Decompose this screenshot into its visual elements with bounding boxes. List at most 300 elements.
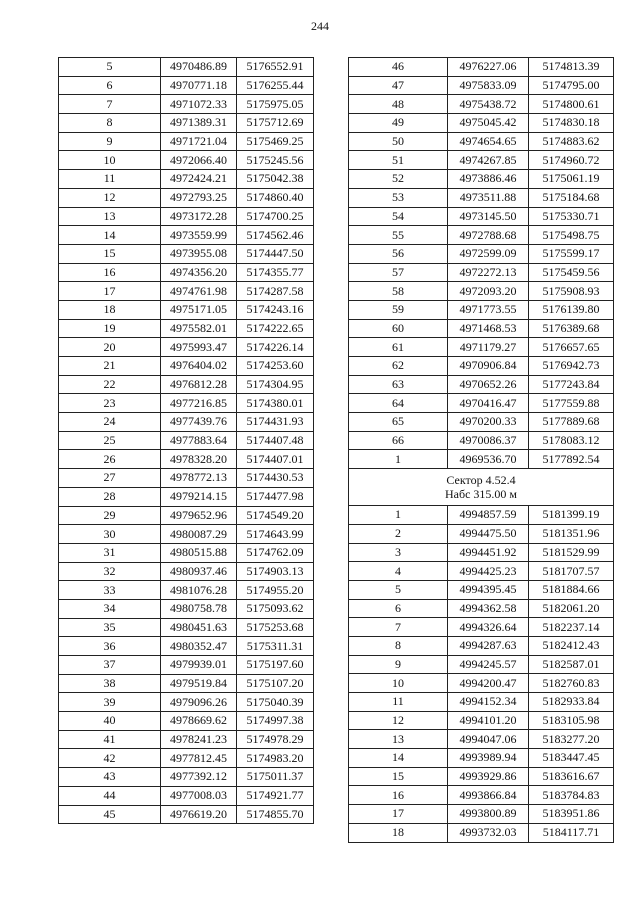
- x-coordinate: 4994047.06: [448, 730, 529, 749]
- table-row: [349, 655, 614, 674]
- table-row: [349, 357, 614, 376]
- point-number: 59: [349, 300, 448, 319]
- point-number: 20: [59, 338, 161, 357]
- y-coordinate: 5174795.00: [529, 76, 614, 95]
- y-coordinate: 5177892.54: [529, 450, 614, 469]
- y-coordinate: 5177243.84: [529, 375, 614, 394]
- x-coordinate: 4994200.47: [448, 674, 529, 693]
- point-number: 63: [349, 375, 448, 394]
- y-coordinate: 5175498.75: [529, 226, 614, 245]
- table-row: [349, 580, 614, 599]
- point-number: 24: [59, 413, 161, 432]
- x-coordinate: 4971389.31: [161, 114, 237, 133]
- y-coordinate: 5175042.38: [237, 170, 314, 189]
- x-coordinate: 4972066.40: [161, 151, 237, 170]
- point-number: 48: [349, 95, 448, 114]
- point-number: 7: [349, 618, 448, 637]
- y-coordinate: 5177889.68: [529, 413, 614, 432]
- point-number: 16: [59, 263, 161, 282]
- table-row: [349, 226, 614, 245]
- x-coordinate: 4978328.20: [161, 450, 237, 469]
- table-row: [349, 730, 614, 749]
- table-row: [59, 300, 314, 319]
- y-coordinate: 5174447.50: [237, 244, 314, 263]
- point-number: 1: [349, 450, 448, 469]
- table-row: [349, 636, 614, 655]
- y-coordinate: 5174222.65: [237, 319, 314, 338]
- y-coordinate: 5182237.14: [529, 618, 614, 637]
- point-number: 38: [59, 674, 161, 693]
- x-coordinate: 4975438.72: [448, 95, 529, 114]
- point-number: 37: [59, 656, 161, 675]
- y-coordinate: 5175061.19: [529, 170, 614, 189]
- y-coordinate: 5183277.20: [529, 730, 614, 749]
- point-number: 35: [59, 618, 161, 637]
- table-row: [349, 543, 614, 562]
- table-row: [349, 767, 614, 786]
- point-number: 50: [349, 132, 448, 151]
- y-coordinate: 5174226.14: [237, 338, 314, 357]
- table-row: [59, 375, 314, 394]
- table-row: [59, 132, 314, 151]
- y-coordinate: 5174860.40: [237, 188, 314, 207]
- y-coordinate: 5183105.98: [529, 711, 614, 730]
- point-number: 8: [349, 636, 448, 655]
- x-coordinate: 4994245.57: [448, 655, 529, 674]
- x-coordinate: 4993800.89: [448, 805, 529, 824]
- point-number: 17: [349, 805, 448, 824]
- x-coordinate: 4994362.58: [448, 599, 529, 618]
- point-number: 9: [59, 132, 161, 151]
- point-number: 5: [59, 58, 161, 77]
- y-coordinate: 5175107.20: [237, 674, 314, 693]
- point-number: 13: [59, 207, 161, 226]
- table-row: [59, 562, 314, 581]
- point-number: 49: [349, 114, 448, 133]
- table-row: [349, 188, 614, 207]
- x-coordinate: 4973145.50: [448, 207, 529, 226]
- x-coordinate: 4972272.13: [448, 263, 529, 282]
- table-row: [59, 357, 314, 376]
- point-number: 14: [349, 749, 448, 768]
- y-coordinate: 5174243.16: [237, 300, 314, 319]
- sector-elevation: Набс 315.00 м: [444, 487, 518, 502]
- point-number: 9: [349, 655, 448, 674]
- x-coordinate: 4970652.26: [448, 375, 529, 394]
- x-coordinate: 4971179.27: [448, 338, 529, 357]
- x-coordinate: 4971072.33: [161, 95, 237, 114]
- left-coordinate-table: [58, 57, 314, 824]
- x-coordinate: 4975833.09: [448, 76, 529, 95]
- table-row: [349, 431, 614, 450]
- y-coordinate: 5176389.68: [529, 319, 614, 338]
- y-coordinate: 5174983.20: [237, 749, 314, 768]
- x-coordinate: 4970486.89: [161, 58, 237, 77]
- table-row: [59, 394, 314, 413]
- y-coordinate: 5174883.62: [529, 132, 614, 151]
- point-number: 46: [349, 58, 448, 77]
- x-coordinate: 4994425.23: [448, 562, 529, 581]
- point-number: 16: [349, 786, 448, 805]
- table-row: [59, 599, 314, 618]
- y-coordinate: 5175245.56: [237, 151, 314, 170]
- point-number: 7: [59, 95, 161, 114]
- table-row: [59, 282, 314, 301]
- y-coordinate: 5175459.56: [529, 263, 614, 282]
- y-coordinate: 5176657.65: [529, 338, 614, 357]
- sector-heading-group: [349, 469, 614, 506]
- point-number: 66: [349, 431, 448, 450]
- x-coordinate: 4975582.01: [161, 319, 237, 338]
- table-row: [349, 693, 614, 712]
- y-coordinate: 5175011.37: [237, 768, 314, 787]
- x-coordinate: 4973511.88: [448, 188, 529, 207]
- y-coordinate: 5175311.31: [237, 637, 314, 656]
- y-coordinate: 5174800.61: [529, 95, 614, 114]
- x-coordinate: 4971468.53: [448, 319, 529, 338]
- y-coordinate: 5174643.99: [237, 525, 314, 544]
- table-row: [59, 338, 314, 357]
- x-coordinate: 4973172.28: [161, 207, 237, 226]
- x-coordinate: 4969536.70: [448, 450, 529, 469]
- x-coordinate: 4973559.99: [161, 226, 237, 245]
- y-coordinate: 5174430.53: [237, 469, 314, 488]
- x-coordinate: 4993929.86: [448, 767, 529, 786]
- table-row: [349, 562, 614, 581]
- point-number: 56: [349, 244, 448, 263]
- x-coordinate: 4976404.02: [161, 357, 237, 376]
- x-coordinate: 4972793.25: [161, 188, 237, 207]
- y-coordinate: 5174355.77: [237, 263, 314, 282]
- y-coordinate: 5175712.69: [237, 114, 314, 133]
- y-coordinate: 5174253.60: [237, 357, 314, 376]
- point-number: 52: [349, 170, 448, 189]
- point-number: 43: [59, 768, 161, 787]
- table-row: [349, 58, 614, 77]
- y-coordinate: 5176552.91: [237, 58, 314, 77]
- table-row: [59, 487, 314, 506]
- table-row: [349, 524, 614, 543]
- x-coordinate: 4975171.05: [161, 300, 237, 319]
- x-coordinate: 4994451.92: [448, 543, 529, 562]
- x-coordinate: 4994101.20: [448, 711, 529, 730]
- y-coordinate: 5183447.45: [529, 749, 614, 768]
- point-number: 23: [59, 394, 161, 413]
- point-number: 6: [349, 599, 448, 618]
- x-coordinate: 4970906.84: [448, 357, 529, 376]
- point-number: 54: [349, 207, 448, 226]
- y-coordinate: 5174562.46: [237, 226, 314, 245]
- x-coordinate: 4994287.63: [448, 636, 529, 655]
- table-row: [59, 693, 314, 712]
- x-coordinate: 4977883.64: [161, 431, 237, 450]
- x-coordinate: 4972424.21: [161, 170, 237, 189]
- x-coordinate: 4974356.20: [161, 263, 237, 282]
- table-row: [59, 413, 314, 432]
- table-row: [59, 637, 314, 656]
- x-coordinate: 4977216.85: [161, 394, 237, 413]
- point-number: 29: [59, 506, 161, 525]
- table-row: [59, 226, 314, 245]
- y-coordinate: 5181884.66: [529, 580, 614, 599]
- table-row: [59, 114, 314, 133]
- point-number: 11: [349, 693, 448, 712]
- table-row: [59, 170, 314, 189]
- table-row: [349, 282, 614, 301]
- y-coordinate: 5181351.96: [529, 524, 614, 543]
- x-coordinate: 4978772.13: [161, 469, 237, 488]
- x-coordinate: 4973955.08: [161, 244, 237, 263]
- x-coordinate: 4993732.03: [448, 823, 529, 842]
- x-coordinate: 4994475.50: [448, 524, 529, 543]
- table-row: [59, 543, 314, 562]
- y-coordinate: 5181707.57: [529, 562, 614, 581]
- table-row: [349, 244, 614, 263]
- table-row: [349, 375, 614, 394]
- y-coordinate: 5175197.60: [237, 656, 314, 675]
- y-coordinate: 5176255.44: [237, 76, 314, 95]
- y-coordinate: 5183951.86: [529, 805, 614, 824]
- point-number: 40: [59, 712, 161, 731]
- table-row: [59, 469, 314, 488]
- x-coordinate: 4972599.09: [448, 244, 529, 263]
- x-coordinate: 4974761.98: [161, 282, 237, 301]
- point-number: 44: [59, 786, 161, 805]
- y-coordinate: 5176942.73: [529, 357, 614, 376]
- x-coordinate: 4993989.94: [448, 749, 529, 768]
- x-coordinate: 4979096.26: [161, 693, 237, 712]
- x-coordinate: 4972788.68: [448, 226, 529, 245]
- x-coordinate: 4994152.34: [448, 693, 529, 712]
- table-row: [349, 413, 614, 432]
- y-coordinate: 5174431.93: [237, 413, 314, 432]
- x-coordinate: 4978669.62: [161, 712, 237, 731]
- y-coordinate: 5174830.18: [529, 114, 614, 133]
- y-coordinate: 5175975.05: [237, 95, 314, 114]
- y-coordinate: 5174921.77: [237, 786, 314, 805]
- table-row: [349, 786, 614, 805]
- point-number: 58: [349, 282, 448, 301]
- point-number: 22: [59, 375, 161, 394]
- point-number: 2: [349, 524, 448, 543]
- x-coordinate: 4976812.28: [161, 375, 237, 394]
- table-row: [349, 618, 614, 637]
- point-number: 51: [349, 151, 448, 170]
- table-row: [59, 506, 314, 525]
- point-number: 14: [59, 226, 161, 245]
- point-number: 1: [349, 506, 448, 525]
- x-coordinate: 4994395.45: [448, 580, 529, 599]
- point-number: 5: [349, 580, 448, 599]
- y-coordinate: 5182061.20: [529, 599, 614, 618]
- y-coordinate: 5182933.84: [529, 693, 614, 712]
- x-coordinate: 4979519.84: [161, 674, 237, 693]
- x-coordinate: 4994326.64: [448, 618, 529, 637]
- x-coordinate: 4977439.76: [161, 413, 237, 432]
- x-coordinate: 4979652.96: [161, 506, 237, 525]
- table-row: [59, 768, 314, 787]
- table-row: [59, 244, 314, 263]
- point-number: 39: [59, 693, 161, 712]
- x-coordinate: 4970771.18: [161, 76, 237, 95]
- point-number: 57: [349, 263, 448, 282]
- right-table-body-top: [349, 58, 614, 469]
- table-row: [349, 450, 614, 469]
- x-coordinate: 4975993.47: [161, 338, 237, 357]
- point-number: 12: [349, 711, 448, 730]
- table-row: [59, 525, 314, 544]
- table-row: [59, 730, 314, 749]
- y-coordinate: 5178083.12: [529, 431, 614, 450]
- y-coordinate: 5183784.83: [529, 786, 614, 805]
- y-coordinate: 5177559.88: [529, 394, 614, 413]
- table-row: [349, 319, 614, 338]
- table-row: [349, 151, 614, 170]
- table-row: [59, 805, 314, 824]
- table-row: [59, 263, 314, 282]
- x-coordinate: 4993866.84: [448, 786, 529, 805]
- y-coordinate: 5175040.39: [237, 693, 314, 712]
- x-coordinate: 4975045.42: [448, 114, 529, 133]
- table-row: [59, 656, 314, 675]
- point-number: 60: [349, 319, 448, 338]
- x-coordinate: 4980352.47: [161, 637, 237, 656]
- point-number: 36: [59, 637, 161, 656]
- point-number: 11: [59, 170, 161, 189]
- right-coordinate-table: [348, 57, 614, 843]
- y-coordinate: 5174287.58: [237, 282, 314, 301]
- point-number: 25: [59, 431, 161, 450]
- point-number: 10: [59, 151, 161, 170]
- point-number: 53: [349, 188, 448, 207]
- point-number: 3: [349, 543, 448, 562]
- point-number: 41: [59, 730, 161, 749]
- y-coordinate: 5175908.93: [529, 282, 614, 301]
- table-row: [59, 207, 314, 226]
- point-number: 15: [349, 767, 448, 786]
- table-row: [349, 506, 614, 525]
- y-coordinate: 5174380.01: [237, 394, 314, 413]
- point-number: 10: [349, 674, 448, 693]
- y-coordinate: 5174978.29: [237, 730, 314, 749]
- y-coordinate: 5174813.39: [529, 58, 614, 77]
- point-number: 61: [349, 338, 448, 357]
- x-coordinate: 4976227.06: [448, 58, 529, 77]
- table-row: [59, 618, 314, 637]
- y-coordinate: 5182412.43: [529, 636, 614, 655]
- point-number: 62: [349, 357, 448, 376]
- y-coordinate: 5181529.99: [529, 543, 614, 562]
- table-row: [349, 170, 614, 189]
- point-number: 31: [59, 543, 161, 562]
- x-coordinate: 4972093.20: [448, 282, 529, 301]
- x-coordinate: 4994857.59: [448, 506, 529, 525]
- x-coordinate: 4974267.85: [448, 151, 529, 170]
- y-coordinate: 5174960.72: [529, 151, 614, 170]
- point-number: 13: [349, 730, 448, 749]
- point-number: 30: [59, 525, 161, 544]
- point-number: 26: [59, 450, 161, 469]
- table-row: [349, 114, 614, 133]
- y-coordinate: 5174855.70: [237, 805, 314, 824]
- y-coordinate: 5184117.71: [529, 823, 614, 842]
- table-row: [59, 749, 314, 768]
- y-coordinate: 5174549.20: [237, 506, 314, 525]
- x-coordinate: 4976619.20: [161, 805, 237, 824]
- y-coordinate: 5182587.01: [529, 655, 614, 674]
- point-number: 45: [59, 805, 161, 824]
- y-coordinate: 5183616.67: [529, 767, 614, 786]
- table-row: [349, 95, 614, 114]
- point-number: 18: [349, 823, 448, 842]
- y-coordinate: 5175253.68: [237, 618, 314, 637]
- point-number: 15: [59, 244, 161, 263]
- table-row: [59, 58, 314, 77]
- point-number: 65: [349, 413, 448, 432]
- point-number: 55: [349, 226, 448, 245]
- point-number: 4: [349, 562, 448, 581]
- table-row: [59, 786, 314, 805]
- y-coordinate: 5175330.71: [529, 207, 614, 226]
- table-row: [59, 431, 314, 450]
- y-coordinate: 5176139.80: [529, 300, 614, 319]
- x-coordinate: 4980758.78: [161, 599, 237, 618]
- x-coordinate: 4979214.15: [161, 487, 237, 506]
- table-row: [59, 76, 314, 95]
- point-number: 21: [59, 357, 161, 376]
- x-coordinate: 4980087.29: [161, 525, 237, 544]
- y-coordinate: 5174955.20: [237, 581, 314, 600]
- point-number: 18: [59, 300, 161, 319]
- x-coordinate: 4977812.45: [161, 749, 237, 768]
- table-row: [59, 188, 314, 207]
- y-coordinate: 5174997.38: [237, 712, 314, 731]
- point-number: 34: [59, 599, 161, 618]
- point-number: 28: [59, 487, 161, 506]
- table-row: [349, 749, 614, 768]
- sector-heading-row: [349, 469, 614, 506]
- table-row: [349, 394, 614, 413]
- y-coordinate: 5181399.19: [529, 506, 614, 525]
- x-coordinate: 4971721.04: [161, 132, 237, 151]
- y-coordinate: 5174903.13: [237, 562, 314, 581]
- y-coordinate: 5175184.68: [529, 188, 614, 207]
- x-coordinate: 4978241.23: [161, 730, 237, 749]
- table-row: [59, 674, 314, 693]
- y-coordinate: 5174762.09: [237, 543, 314, 562]
- point-number: 6: [59, 76, 161, 95]
- point-number: 8: [59, 114, 161, 133]
- table-row: [349, 674, 614, 693]
- y-coordinate: 5174304.95: [237, 375, 314, 394]
- x-coordinate: 4980515.88: [161, 543, 237, 562]
- point-number: 32: [59, 562, 161, 581]
- table-row: [59, 450, 314, 469]
- point-number: 19: [59, 319, 161, 338]
- point-number: 17: [59, 282, 161, 301]
- table-row: [349, 76, 614, 95]
- point-number: 42: [59, 749, 161, 768]
- table-row: [349, 263, 614, 282]
- table-row: [349, 207, 614, 226]
- x-coordinate: 4970416.47: [448, 394, 529, 413]
- table-row: [349, 132, 614, 151]
- x-coordinate: 4980451.63: [161, 618, 237, 637]
- x-coordinate: 4974654.65: [448, 132, 529, 151]
- table-row: [59, 95, 314, 114]
- table-row: [59, 319, 314, 338]
- x-coordinate: 4971773.55: [448, 300, 529, 319]
